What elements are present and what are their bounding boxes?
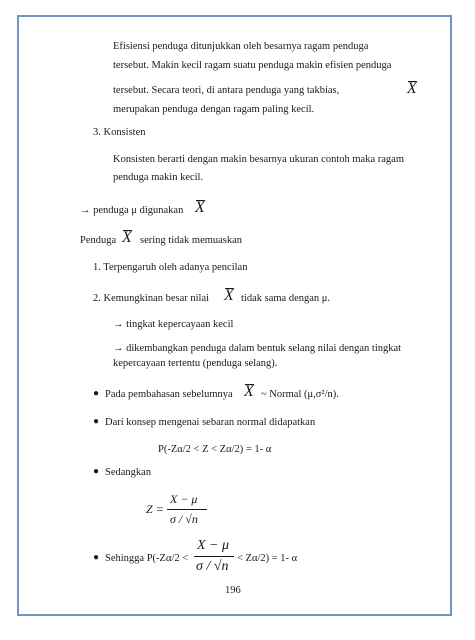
bullet-dot: ● bbox=[93, 388, 100, 399]
list-item-2-post: tidak sama dengan μ. bbox=[241, 293, 331, 304]
xbar-symbol: X bbox=[195, 199, 205, 216]
list-item-2: 2. Kemungkinan besar nilai bbox=[93, 293, 210, 304]
xbar-symbol: X bbox=[407, 80, 417, 97]
konsisten-line-1: Konsisten berarti dengan makin besarnya ukuran contoh maka ragam bbox=[113, 154, 404, 165]
formula-z-lhs: Z = bbox=[146, 502, 164, 516]
bullet-4-text: Sehingga P(-Zα/2 < bbox=[105, 553, 189, 564]
formula-final-denominator: σ / √n bbox=[196, 559, 229, 574]
xbar-symbol: X bbox=[122, 229, 132, 246]
sub-arrow-2-line-2: kepercayaan tertentu (penduga selang). bbox=[113, 358, 278, 369]
fraction-bar bbox=[194, 556, 234, 557]
bullet-4-post: < Zα/2) = 1- α bbox=[237, 553, 298, 564]
konsisten-line-2: penduga makin kecil. bbox=[113, 172, 204, 183]
sub-arrow-2-line-1: → dikembangkan penduga dalam bentuk selang nilai dengan tingkat bbox=[113, 343, 402, 354]
efisiensi-line-1: Efisiensi penduga ditunjukkan oleh besarnya ragam penduga bbox=[113, 41, 369, 52]
bullet-1-text: Pada pembahasan sebelumnya bbox=[105, 389, 233, 400]
sub-arrow-1: → tingkat kepercayaan kecil bbox=[113, 319, 234, 330]
efisiensi-line-3: tersebut. Secara teori, di antara penduga yang takbias, bbox=[113, 85, 340, 96]
efisiensi-line-2: tersebut. Makin kecil ragam suatu penduga makin efisien penduga bbox=[113, 60, 392, 71]
konsisten-heading: 3. Konsisten bbox=[93, 127, 146, 138]
penduga-text: Penduga bbox=[80, 235, 117, 246]
list-item-1: 1. Terpengaruh oleh adanya pencilan bbox=[93, 262, 248, 273]
bullet-dot: ● bbox=[93, 416, 100, 427]
page-number: 196 bbox=[225, 585, 241, 596]
xbar-symbol: X bbox=[224, 287, 234, 304]
efisiensi-line-4: merupakan penduga dengan ragam paling kecil. bbox=[113, 104, 315, 115]
formula-z-denominator: σ / √n bbox=[170, 512, 198, 526]
bullet-2-text: Dari konsep mengenai sebaran normal didapatkan bbox=[105, 417, 316, 428]
formula-z-numerator: X − μ bbox=[170, 492, 198, 506]
formula-final-numerator: X − μ bbox=[197, 538, 230, 553]
formula-probability: P(-Zα/2 < Z < Zα/2) = 1- α bbox=[158, 444, 272, 455]
fraction-bar bbox=[167, 509, 207, 510]
bullet-dot: ● bbox=[93, 552, 100, 563]
bullet-1-post: ~ Normal (μ,σ²/n). bbox=[261, 389, 339, 400]
xbar-symbol: X bbox=[244, 383, 254, 400]
penduga-post-text: sering tidak memuaskan bbox=[140, 235, 243, 246]
bullet-dot: ● bbox=[93, 466, 100, 477]
arrow-penduga-text: → penduga μ digunakan bbox=[80, 205, 184, 216]
bullet-3-text: Sedangkan bbox=[105, 467, 152, 478]
